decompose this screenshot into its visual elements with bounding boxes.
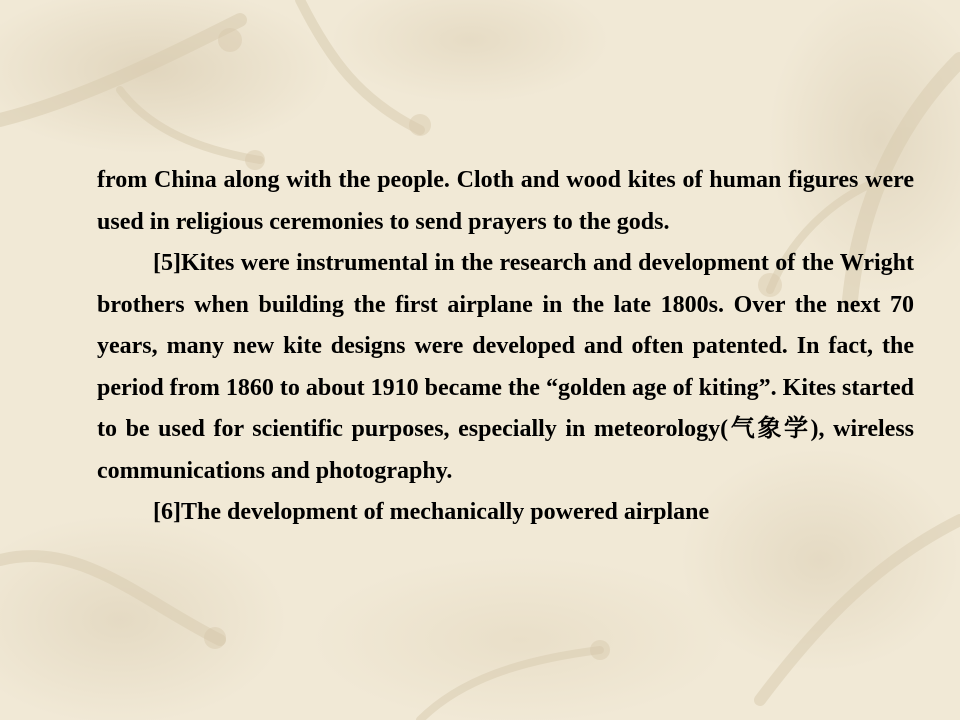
paragraph-5: [5]Kites were instrumental in the research and development of the Wright brothers when building the first airplane in the late 1800s. Over the next 70 years, many new kite designs were developed and often patented. In fact, the period from 1860 to about 1910 became the “golden age of kiting”. Kites started to be used for scientific purposes, especially in meteorology(气象学), wireless communications and photography.	[97, 250, 914, 484]
paragraph-continuation: from China along with the people. Cloth and wood kites of human figures were used in religious ceremonies to send prayers to the gods.	[97, 167, 914, 235]
paragraph-6: [6]The development of mechanically powered airplane	[153, 499, 710, 525]
document-body	[97, 160, 914, 534]
